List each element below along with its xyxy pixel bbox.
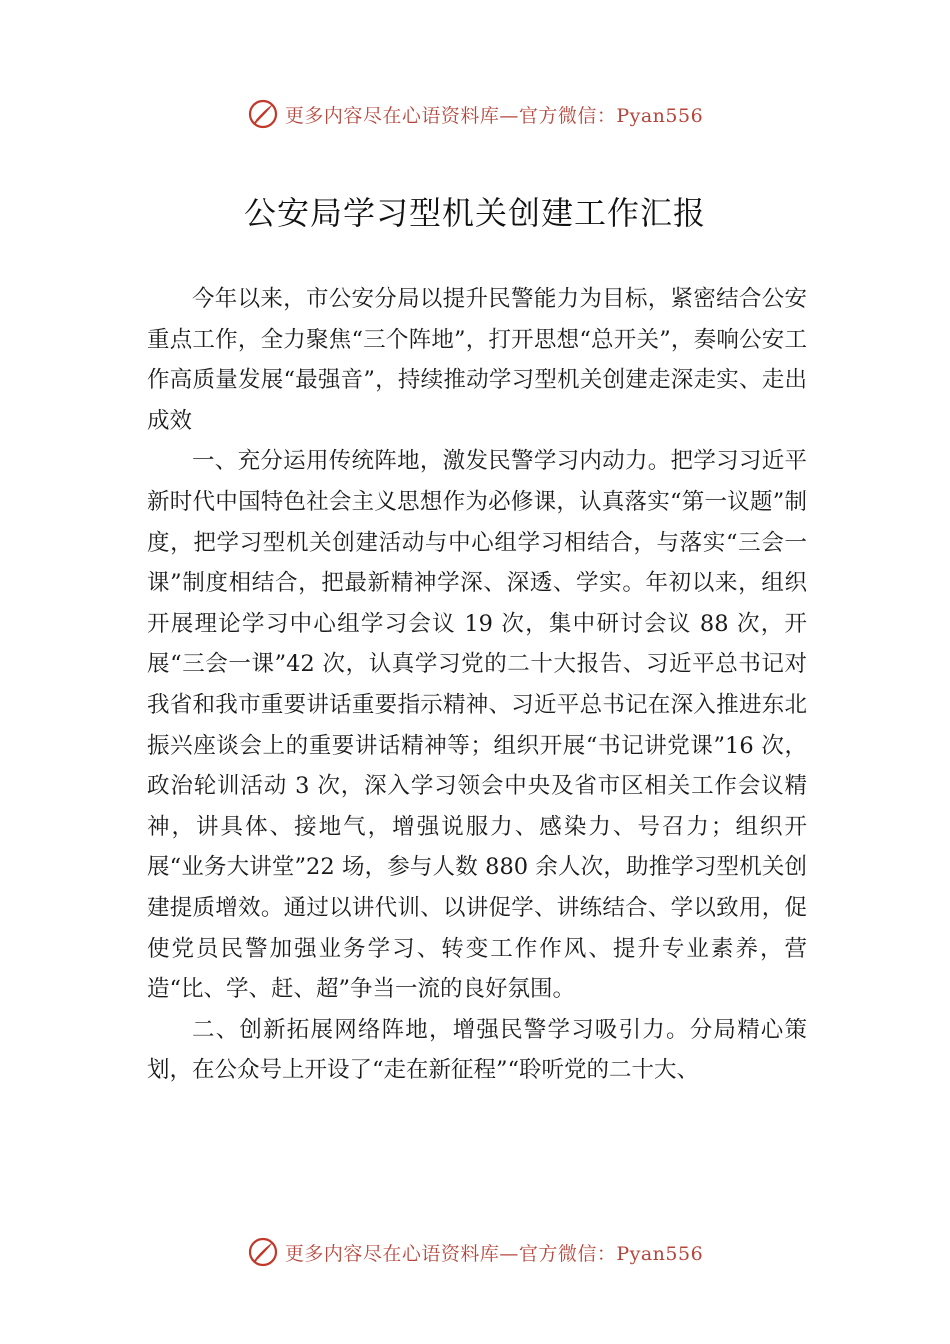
header-banner-text: 更多内容尽在心语资料库—官方微信：Pyan556 <box>284 104 704 127</box>
paragraph-section-2: 二、创新拓展网络阵地，增强民警学习吸引力。分局精心策划，在公众号上开设了“走在新征程”“聆听党的二十大、 <box>147 1016 807 1084</box>
quill-logo-icon <box>247 98 279 130</box>
header-banner <box>0 94 950 134</box>
paragraph-section-1: 一、充分运用传统阵地，激发民警学习内动力。把学习习近平新时代中国特色社会主义思想作为必修课，认真落实“第一议题”制度，把学习型机关创建活动与中心组学习相结合，与落实“三会一课”制度相结合，把最新精神学深、深透、学实。年初以来，组织开展理论学习中心组学习会议 19 次，集中研讨会议 88 次，开展“三会一课”42 次，认真学习党的二十大报告、习近平总书记对我省和我市重要讲话重要指示精神、习近平总书记在深入推进东北振兴座谈会上的重要讲话精神等；组织开展“书记讲党课”16 次，政治轮训活动 3 次，深入学习领会中央及省市区相关工作会议精神，讲具体、接地气，增强说服力、感染力、号召力；组织开展“业务大讲堂”22 场，参与人数 880 余人次，助推学习型机关创建提质增效。通过以讲代训、以讲促学、讲练结合、学以致用，促使党员民警加强业务学习、转变工作作风、提升专业素养，营造“比、学、赶、超”争当一流的良好氛围。 <box>147 448 807 1003</box>
document-body <box>147 279 807 1091</box>
document-title: 公安局学习型机关创建工作汇报 <box>243 194 706 232</box>
footer-banner-text: 更多内容尽在心语资料库—官方微信：Pyan556 <box>284 1242 704 1265</box>
quill-logo-icon <box>247 1236 279 1268</box>
footer-banner <box>0 1232 950 1272</box>
paragraph-intro: 今年以来，市公安分局以提升民警能力为目标，紧密结合公安重点工作，全力聚焦“三个阵地”，打开思想“总开关”，奏响公安工作高质量发展“最强音”，持续推动学习型机关创建走深走实、走出成效 <box>147 286 807 434</box>
